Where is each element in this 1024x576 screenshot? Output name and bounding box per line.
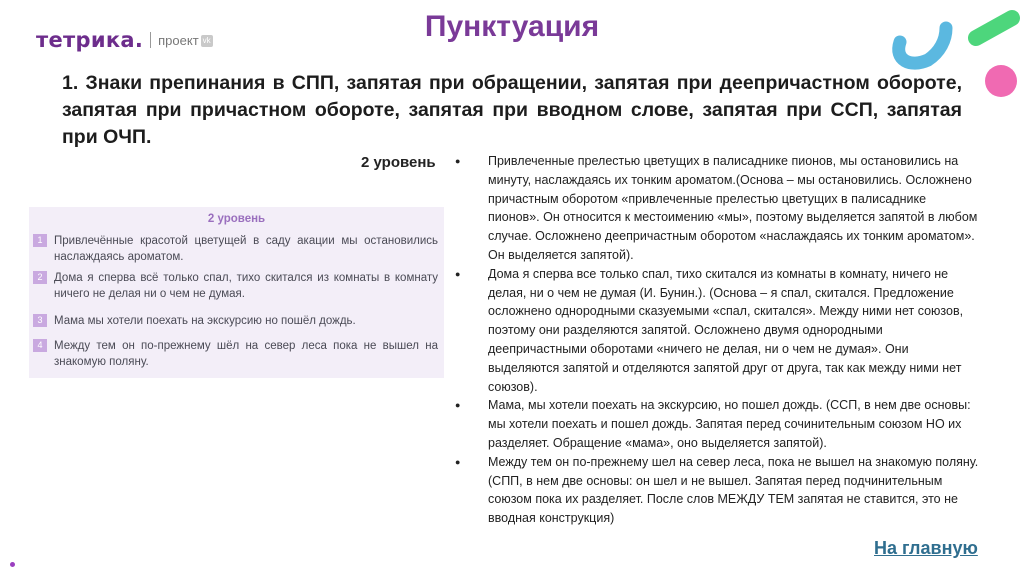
item-number: 4 (33, 339, 47, 352)
exercise-item (33, 270, 438, 302)
bullet-icon: ● (455, 156, 461, 166)
answers-list (455, 152, 980, 528)
answer-item (455, 453, 980, 528)
item-text: Мама мы хотели поехать на экскурсию но пошёл дождь. (54, 315, 356, 327)
page-title: Пунктуация (424, 10, 600, 43)
vk-icon: vk (202, 36, 211, 46)
answer-item (455, 152, 980, 265)
item-number: 1 (33, 234, 47, 247)
answer-text: Мама, мы хотели поехать на экскурсию, но пошел дождь. (ССП, в нем две основы: мы хотели поехать и пошел дождь. Запятая перед сочинительным союзом НО их разделяет. Обращение «мама», оно выделяется запятой). (488, 398, 971, 450)
bullet-icon: ● (455, 400, 461, 411)
answer-text: Привлеченные прелестью цветущих в палисаднике пионов, мы остановились на минуту, наслаждаясь их тонким ароматом.(Основа – мы остановились. Осложнено причастным оборотом «привлеченные прелестью цветущих в палисаднике пионов». Он относится к местоимению «мы», поэтому выделяется запятой в любом случае. Осложнено деепричастным оборотом «наслаждаясь их тонким ароматом». Он выделяется запятой). (488, 154, 978, 262)
answer-item (455, 396, 980, 452)
answer-text: Между тем он по-прежнему шел на север леса, пока не вышел на знакомую поляну. (СПП, в нем две основы: он шел и не вышел. Запятая перед подчинительным союзом пока их разделяет. После слов МЕЖДУ ТЕМ запятая не ставится, это не вводная конструкция) (488, 454, 979, 526)
green-bar-shape (976, 18, 1012, 38)
logo-wordmark: тетрика. (36, 28, 144, 52)
item-text: Привлечённые красотой цветущей в саду акации мы остановились наслаждаясь ароматом. (54, 235, 438, 263)
pink-circle-shape (985, 65, 1017, 97)
corner-dot (10, 562, 15, 567)
project-text: проект (158, 32, 199, 48)
item-number: 2 (33, 271, 47, 284)
exercise-card (29, 207, 444, 378)
task-statement: 1. Знаки препинания в СПП, запятая при обращении, запятая при деепричастном обороте, запятая при причастном обороте, запятая при вводном слове, запятая при ССП, запятая при ОЧП. (62, 72, 962, 148)
exercise-item (33, 313, 438, 329)
exercise-item (33, 338, 438, 370)
card-heading: 2 уровень (207, 213, 266, 225)
item-text: Между тем он по-прежнему шёл на север леса пока не вышел на знакомую поляну. (54, 340, 438, 368)
blue-arc-shape (899, 28, 946, 63)
home-link[interactable]: На главную (874, 538, 978, 558)
answer-text: Дома я сперва все только спал, тихо скитался из комнаты в комнату, ничего не делая, ни о чем не думая (И. Бунин.). (Основа – я спал, скитался. Предложение осложнено однородными сказуемыми «спал, скитался». Между ними нет союзов, поэтому они разделяются запятой. Осложнено двумя однородными деепричастными оборотами «ничего не делая, ни о чем не думая». Они выделяются запятой и отделяются запятой друг от друга, так как между ними нет союзов). (488, 266, 964, 394)
answer-item (455, 265, 980, 397)
bullet-icon: ● (455, 268, 461, 279)
level-label: 2 уровень (361, 154, 436, 171)
bullet-icon: ● (455, 456, 461, 467)
exercise-item (33, 233, 438, 265)
item-text: Дома я сперва всё только спал, тихо скитался из комнаты в комнату ничего не делая ни о чем не думая. (54, 272, 438, 300)
item-number: 3 (33, 314, 47, 327)
